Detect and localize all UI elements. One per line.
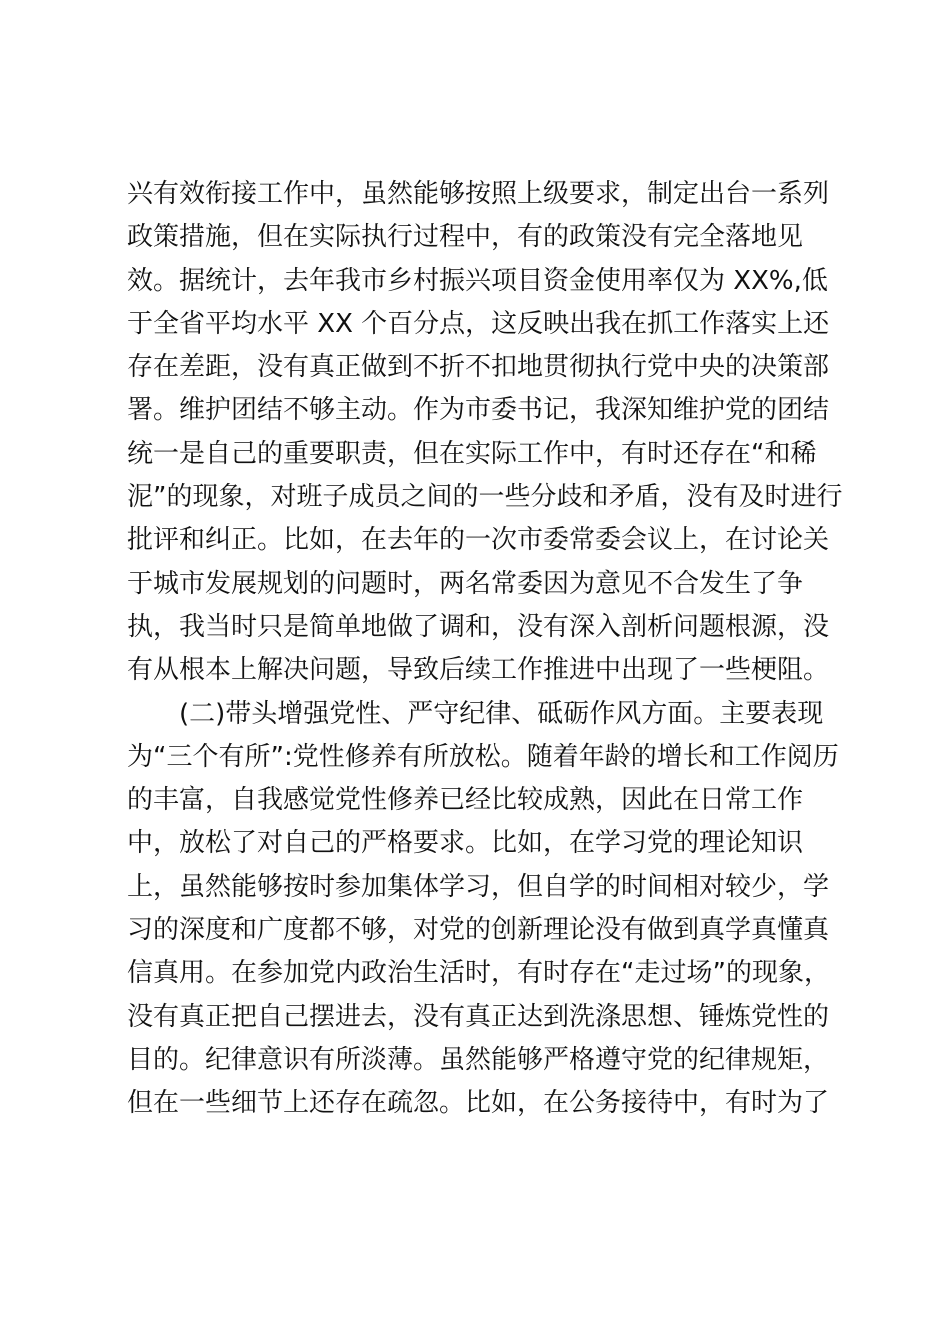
text-line: 于全省平均水平 XX 个百分点，这反映出我在抓工作落实上还 <box>127 308 830 339</box>
text-line: 习的深度和广度都不够，对党的创新理论没有做到真学真懂真 <box>127 915 830 946</box>
text-line: 政策措施，但在实际执行过程中，有的政策没有完全落地见 <box>127 222 804 253</box>
text-line: 批评和纠正。比如，在去年的一次市委常委会议上，在讨论关 <box>127 525 830 556</box>
text-line: 泥”的现象，对班子成员之间的一些分歧和矛盾，没有及时进行 <box>127 482 843 513</box>
text-line: 信真用。在参加党内政治生活时，有时存在“走过场”的现象， <box>127 958 830 989</box>
text-line: 中，放松了对自己的严格要求。比如，在学习党的理论知识 <box>127 828 804 859</box>
section-heading-line: (二)带头增强党性、严守纪律、砥砺作风方面。主要表现 <box>127 698 824 729</box>
text-line: 的丰富，自我感觉党性修养已经比较成熟，因此在日常工作 <box>127 785 804 816</box>
text-line: 存在差距，没有真正做到不折不扣地贯彻执行党中央的决策部 <box>127 352 830 383</box>
text-line: 效。据统计，去年我市乡村振兴项目资金使用率仅为 XX%,低 <box>127 265 828 296</box>
body-text <box>127 173 847 1126</box>
text-line: 执，我当时只是简单地做了调和，没有深入剖析问题根源，没 <box>127 611 830 642</box>
text-line: 统一是自己的重要职责，但在实际工作中，有时还存在“和稀 <box>127 438 817 469</box>
text-line: 兴有效衔接工作中，虽然能够按照上级要求，制定出台一系列 <box>127 179 830 209</box>
text-line: 上，虽然能够按时参加集体学习，但自学的时间相对较少，学 <box>127 871 830 902</box>
text-line: 于城市发展规划的问题时，两名常委因为意见不合发生了争 <box>127 568 804 599</box>
text-line: 署。维护团结不够主动。作为市委书记，我深知维护党的团结 <box>127 395 830 426</box>
text-line: 但在一些细节上还存在疏忽。比如，在公务接待中，有时为了 <box>127 1088 830 1119</box>
text-line: 目的。纪律意识有所淡薄。虽然能够严格遵守党的纪律规矩， <box>127 1044 830 1075</box>
text-line: 没有真正把自己摆进去，没有真正达到洗涤思想、锤炼党性的 <box>127 1001 830 1032</box>
text-line: 为“三个有所”:党性修养有所放松。随着年龄的增长和工作阅历 <box>127 741 839 772</box>
text-line: 有从根本上解决问题，导致后续工作推进中出现了一些梗阻。 <box>127 655 830 686</box>
